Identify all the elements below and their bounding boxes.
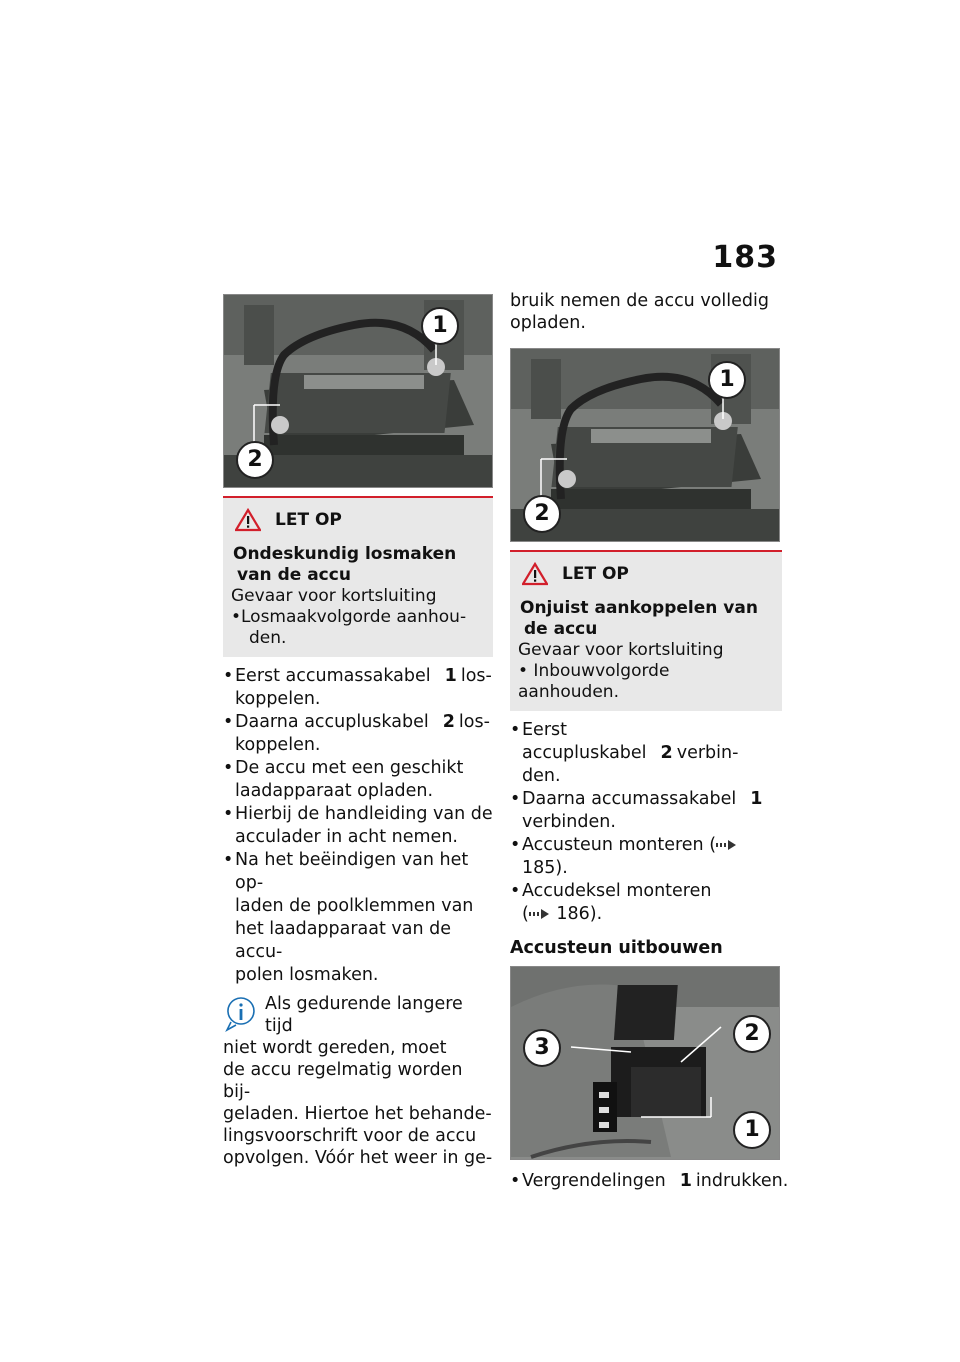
- section-heading: Accusteun uitbouwen: [510, 938, 723, 958]
- step-item: [510, 719, 782, 788]
- reference-arrow-icon: [529, 909, 551, 919]
- callout-2: 2: [733, 1015, 771, 1053]
- step-text-cont: koppelen.: [235, 689, 321, 709]
- warning-measure-line1: Losmaakvolgorde aanhou-: [241, 607, 467, 627]
- step-text-cont: den.: [522, 766, 561, 786]
- step-text-cont: verbinden.: [522, 812, 616, 832]
- info-note: [223, 993, 493, 1169]
- reference-arrow-icon: [716, 840, 738, 850]
- connect-steps: [510, 719, 782, 926]
- warning-box: [223, 496, 493, 657]
- step-text: Eerst accupluskabel: [522, 720, 647, 763]
- step-ref-number: 2: [442, 712, 455, 732]
- step-text: Accudeksel monteren: [522, 881, 712, 901]
- step-text-after: verbin-: [676, 743, 739, 763]
- callout-2: 2: [523, 495, 561, 533]
- continued-text: [510, 290, 782, 334]
- step-text-cont: laadapparaat opladen.: [235, 781, 434, 801]
- page-number: 183: [712, 240, 778, 275]
- info-line: Als gedurende langere tijd: [265, 994, 463, 1036]
- battery-holder-photo: [510, 966, 780, 1160]
- info-line: niet wordt gereden, moet: [223, 1038, 447, 1058]
- step-text: Daarna accupluskabel: [235, 712, 429, 732]
- step-text-after: los-: [458, 712, 490, 732]
- right-column: [510, 290, 789, 1193]
- warning-triangle-icon: [235, 508, 261, 532]
- callout-3: 3: [523, 1029, 561, 1067]
- step-text-cont: polen losmaken.: [235, 965, 379, 985]
- callout-2: 2: [236, 441, 274, 479]
- continued-line: opladen.: [510, 313, 586, 333]
- left-column: [223, 294, 493, 1169]
- info-line: geladen. Hiertoe het behande-: [223, 1104, 492, 1124]
- step-text-cont: het laadapparaat van de accu-: [235, 919, 452, 962]
- warning-box: [510, 550, 782, 711]
- battery-photo-disconnect: [223, 294, 493, 488]
- warning-cause: Gevaar voor kortsluiting: [231, 586, 437, 606]
- step-ref-number: 1: [679, 1171, 692, 1191]
- callout-1: 1: [733, 1111, 771, 1149]
- callout-1: 1: [708, 361, 746, 399]
- step-text-cont: acculader in acht nemen.: [235, 827, 458, 847]
- step-item: [510, 880, 782, 926]
- warning-measure: • Inbouwvolgorde aanhouden.: [518, 661, 670, 702]
- step-item: [223, 665, 493, 711]
- info-icon: [223, 995, 259, 1033]
- step-text: Daarna accumassakabel: [522, 789, 737, 809]
- warning-cause: Gevaar voor kortsluiting: [518, 640, 724, 660]
- step-text-after: indrukken.: [695, 1171, 789, 1191]
- step-ref-number: 2: [660, 743, 673, 763]
- step-item: [223, 849, 493, 987]
- step-item: [510, 1170, 789, 1193]
- step-item: [510, 788, 782, 834]
- warning-triangle-icon: [522, 562, 548, 586]
- warning-header: [518, 562, 774, 586]
- step-text: Eerst accumassakabel: [235, 666, 431, 686]
- step-item: [223, 757, 493, 803]
- disconnect-steps: [223, 665, 493, 987]
- removal-steps: [510, 1170, 789, 1193]
- step-text: Accusteun monteren (: [522, 835, 717, 855]
- step-page-ref[interactable]: 186).: [556, 904, 603, 924]
- step-text-after: los-: [460, 666, 492, 686]
- info-line: de accu regelmatig worden bij-: [223, 1060, 463, 1102]
- step-item: [223, 803, 493, 849]
- step-text: De accu met een geschikt: [235, 758, 464, 778]
- warning-measure-cont: den.: [249, 628, 287, 648]
- battery-photo-connect: [510, 348, 780, 542]
- callout-1: 1: [421, 307, 459, 345]
- step-ref-number: 1: [750, 789, 763, 809]
- step-text-cont: koppelen.: [235, 735, 321, 755]
- warning-title: Onjuist aankoppelen van de accu: [520, 598, 758, 639]
- continued-line: bruik nemen de accu volledig: [510, 291, 769, 311]
- warning-measure: [231, 607, 485, 628]
- step-ref-number: 1: [444, 666, 457, 686]
- step-text: Na het beëindigen van het op-: [235, 850, 469, 893]
- warning-header: [231, 508, 485, 532]
- step-item: [510, 834, 782, 880]
- info-line: lingsvoorschrift voor de accu: [223, 1126, 477, 1146]
- step-item: [223, 711, 493, 757]
- info-line: opvolgen. Vóór het weer in ge-: [223, 1148, 493, 1168]
- step-ref-open: (: [522, 904, 529, 924]
- warning-measure-bullet: •: [231, 607, 242, 627]
- warning-label: LET OP: [562, 563, 629, 584]
- warning-title: Ondeskundig losmaken van de accu: [233, 544, 457, 585]
- step-page-ref[interactable]: 185).: [522, 858, 568, 878]
- step-text: Hierbij de handleiding van de: [235, 804, 493, 824]
- warning-label: LET OP: [275, 509, 342, 530]
- step-text-cont: laden de poolklemmen van: [235, 896, 474, 916]
- step-text: Vergrendelingen: [522, 1171, 666, 1191]
